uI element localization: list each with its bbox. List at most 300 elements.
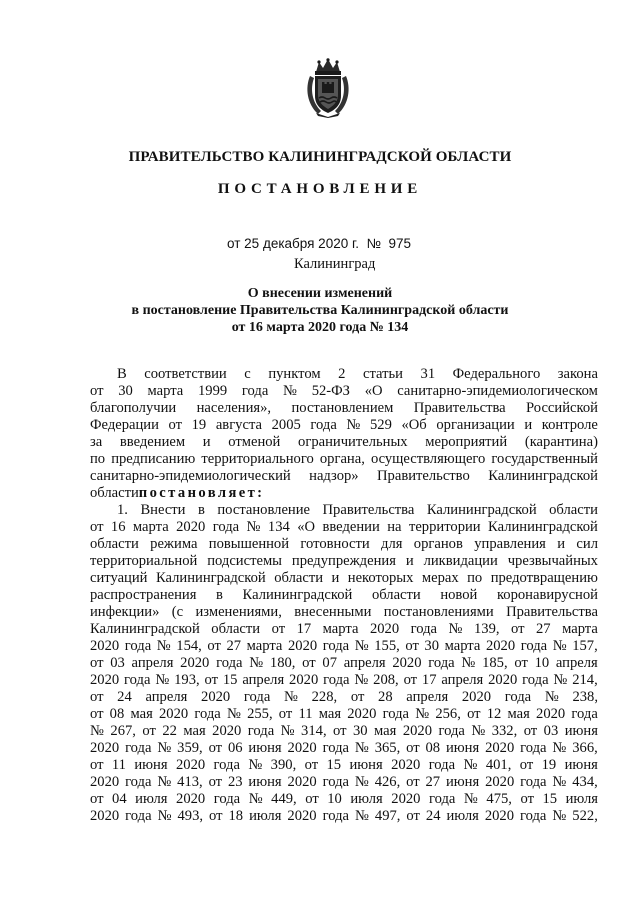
word: ликвидации <box>423 553 498 569</box>
word: июня <box>445 740 480 756</box>
word: территории <box>408 519 481 535</box>
word: 19 <box>541 757 557 773</box>
text-line <box>90 706 598 723</box>
word: 2020 <box>175 757 206 773</box>
word: для <box>381 536 403 552</box>
word: 413, <box>177 774 203 790</box>
word: Калининградской <box>155 570 266 586</box>
word: 16 <box>110 519 126 535</box>
word: 193, <box>174 672 200 688</box>
document-body <box>90 366 598 825</box>
word: апреля <box>145 689 188 705</box>
word: 390, <box>270 757 297 773</box>
word: 22 <box>162 723 177 739</box>
word: июня <box>445 774 480 790</box>
word: санитарно-эпидемиологическом <box>397 383 598 399</box>
word: готовности <box>300 536 370 552</box>
document-number: 975 <box>388 236 412 251</box>
word: мая <box>130 706 153 722</box>
word: года <box>125 774 152 790</box>
word: № <box>248 791 263 807</box>
word: от <box>207 638 221 654</box>
word: 154, <box>176 638 202 654</box>
word: 185, <box>482 655 508 671</box>
word: Правительство <box>377 468 470 484</box>
text-line <box>90 587 598 604</box>
word: от <box>208 774 223 790</box>
word: 493, <box>177 808 204 824</box>
word: от <box>406 774 420 790</box>
word: № <box>354 808 369 824</box>
word: июня <box>564 757 598 773</box>
word: № <box>246 519 261 535</box>
word: 238, <box>572 689 598 705</box>
word: года <box>520 774 547 790</box>
word: июля <box>135 791 168 807</box>
word: 2020 <box>347 706 377 722</box>
word: от <box>90 383 104 399</box>
word: июля <box>350 791 383 807</box>
word: от <box>405 638 419 654</box>
word: благополучии <box>90 400 177 416</box>
word: года <box>216 655 243 671</box>
word: 1999 <box>198 383 228 399</box>
word: 2020 <box>485 740 515 756</box>
word: 475, <box>486 791 512 807</box>
word: № <box>354 638 369 654</box>
text-line <box>90 570 598 587</box>
word: от <box>511 621 525 637</box>
word: Внести <box>140 502 186 518</box>
word: 134 <box>267 519 290 535</box>
word: 256, <box>435 706 461 722</box>
word: июня <box>248 774 282 790</box>
word: июня <box>248 740 282 756</box>
word: 18 <box>228 808 244 824</box>
word: мая <box>507 706 530 722</box>
word: № <box>461 655 476 671</box>
word: 31 <box>420 366 436 382</box>
word: населения», <box>196 400 272 416</box>
word: 27 <box>425 774 441 790</box>
number-sign: № <box>366 236 381 251</box>
word: апреля <box>131 655 174 671</box>
word: июня <box>134 757 168 773</box>
word: 10 <box>534 655 550 671</box>
word: от <box>90 519 104 535</box>
word: 2020 <box>158 706 189 722</box>
word: года <box>382 706 410 722</box>
word: коронавирусной <box>496 587 598 603</box>
word: года <box>428 757 456 773</box>
word: 155, <box>374 638 400 654</box>
word: июня <box>349 757 383 773</box>
text-line <box>90 689 598 706</box>
word: 434, <box>572 774 598 790</box>
word: года <box>247 723 275 739</box>
word: Правительства <box>506 604 598 620</box>
word: № <box>354 740 369 756</box>
word: режима <box>150 536 198 552</box>
word: № <box>283 383 297 399</box>
word: 255, <box>247 706 273 722</box>
word: 19 <box>191 417 207 433</box>
word: от <box>90 791 104 807</box>
word: марта <box>246 638 283 654</box>
word: № <box>552 740 567 756</box>
word: 2020 <box>90 740 120 756</box>
word: осуществляющего <box>370 451 486 467</box>
word: № <box>346 417 361 433</box>
word: № <box>471 723 486 739</box>
word: постановление <box>217 502 311 518</box>
word: № <box>283 689 298 705</box>
word: области <box>90 485 139 501</box>
word: 2005 <box>271 417 301 433</box>
text-line <box>90 502 598 519</box>
word: надзор» <box>309 468 359 484</box>
word: марта <box>562 621 598 637</box>
word: на <box>387 519 402 535</box>
word: территориального <box>201 451 314 467</box>
word: 2020 <box>461 689 492 705</box>
word: Калининградской <box>242 587 353 603</box>
word: от <box>90 757 104 773</box>
word: области <box>274 570 324 586</box>
word: 2020 <box>287 774 317 790</box>
word: 332, <box>491 723 518 739</box>
word: № <box>155 672 170 688</box>
text-line <box>90 451 598 468</box>
word: 522, <box>572 808 598 824</box>
word: (с <box>171 604 184 620</box>
word: от <box>90 706 104 722</box>
word: 529 <box>369 417 392 433</box>
word: пунктом <box>268 366 321 382</box>
word: 267, <box>110 723 136 739</box>
word: и <box>202 434 211 450</box>
word: года <box>125 808 152 824</box>
word: 15 <box>222 672 238 688</box>
word: № <box>354 774 369 790</box>
word: 2020 <box>485 638 516 654</box>
word: от <box>204 672 218 688</box>
word: 30 <box>424 638 440 654</box>
word: постановлениями <box>383 604 494 620</box>
text-line <box>90 400 598 417</box>
word: (карантина) <box>524 434 598 450</box>
word: чрезвычайных <box>507 553 598 569</box>
word: от <box>520 791 534 807</box>
word: постановлением <box>291 400 394 416</box>
word: и <box>331 570 340 586</box>
word: 03 <box>110 655 125 671</box>
word: 2020 <box>176 791 206 807</box>
word: № <box>415 706 430 722</box>
word: от <box>302 655 316 671</box>
word: повышенной <box>208 536 290 552</box>
word: предписанию <box>111 451 196 467</box>
word: от <box>304 757 319 773</box>
word: марта <box>147 383 184 399</box>
word: № <box>280 723 295 739</box>
word: области <box>90 536 139 552</box>
word: 449, <box>271 791 297 807</box>
subject-line: в постановление Правительства Калининградской области <box>131 303 509 318</box>
word: некоторых <box>347 570 414 586</box>
word: 12 <box>486 706 502 722</box>
word: 2020 <box>391 791 421 807</box>
word: по <box>90 451 106 467</box>
text-line <box>90 434 598 451</box>
word: от <box>278 706 293 722</box>
word: соответствии <box>144 366 227 382</box>
word: 2020 <box>90 774 120 790</box>
word: № <box>463 791 478 807</box>
word: года <box>194 706 221 722</box>
word: года <box>310 417 337 433</box>
word: апреля <box>441 672 484 688</box>
word: государственный <box>491 451 598 467</box>
word: года <box>438 723 465 739</box>
word: года <box>410 621 438 637</box>
text-line <box>90 604 598 621</box>
word: управления <box>474 536 546 552</box>
word: апреля <box>406 689 449 705</box>
word: с <box>244 366 251 382</box>
word: 2020 <box>287 740 317 756</box>
word: 208, <box>373 672 399 688</box>
word: Правительства <box>322 502 415 518</box>
word: июля <box>565 791 598 807</box>
word: 2 <box>338 366 346 382</box>
text-line <box>90 468 598 485</box>
word: Федерального <box>452 366 541 382</box>
word: В <box>117 366 127 382</box>
word: № <box>90 723 104 739</box>
word: органа, <box>319 451 365 467</box>
word: Российской <box>526 400 598 416</box>
word: от <box>90 655 104 671</box>
word: от <box>90 689 104 705</box>
date-prefix: от <box>227 236 241 251</box>
word: 2020 <box>369 621 400 637</box>
word: 2020 <box>287 808 317 824</box>
word: июля <box>446 808 479 824</box>
word: 2020 <box>90 638 120 654</box>
word: от <box>271 621 286 637</box>
text-line <box>90 519 598 536</box>
word: 365, <box>374 740 401 756</box>
word: 27 <box>536 621 551 637</box>
word: года <box>520 638 548 654</box>
word: 24 <box>425 808 441 824</box>
word: 2020 <box>402 723 432 739</box>
text-line <box>90 774 598 791</box>
word: от <box>403 672 418 688</box>
word: № <box>157 740 172 756</box>
word: апреля <box>555 655 598 671</box>
word: 1. <box>117 502 128 518</box>
word: № <box>249 655 264 671</box>
word: закона <box>557 366 598 382</box>
text-line <box>90 366 598 383</box>
word: введении <box>322 519 380 535</box>
word: июня <box>564 723 598 739</box>
word: Калининградской <box>488 468 598 484</box>
coat-of-arms-icon <box>304 58 352 118</box>
subject-line: О внесении изменений <box>247 286 393 301</box>
word: подсистемы <box>207 553 282 569</box>
word: «О <box>297 519 316 535</box>
word: за <box>90 434 103 450</box>
word: органов <box>413 536 463 552</box>
word: года <box>571 706 598 722</box>
word: 401, <box>485 757 512 773</box>
word: 214, <box>572 672 598 688</box>
document-subject <box>0 285 640 336</box>
government-title: ПРАВИТЕЛЬСТВО КАЛИНИНГРАДСКОЙ ОБЛАСТИ <box>128 149 512 165</box>
document-type: ПОСТАНОВЛЕНИЕ <box>217 181 423 197</box>
text-line <box>90 655 598 672</box>
word: Федерации <box>90 417 159 433</box>
word: Калининградской <box>488 519 598 535</box>
word: территориальной <box>90 553 198 569</box>
word: и <box>405 553 414 569</box>
word: 426, <box>374 774 401 790</box>
word: области <box>549 502 598 518</box>
document-date: 25 декабря 2020 г. <box>244 236 359 251</box>
word: № <box>157 774 172 790</box>
text-line <box>90 723 598 740</box>
word: 2020 <box>176 519 206 535</box>
word: № <box>553 672 568 688</box>
word: года <box>428 655 455 671</box>
item-1-paragraph <box>90 502 598 825</box>
decrees-word: постановляет: <box>138 485 265 501</box>
word: 2020 <box>90 808 120 824</box>
word: статьи <box>362 366 403 382</box>
word: от <box>333 723 347 739</box>
word: 2020 <box>180 655 210 671</box>
word: 366, <box>572 740 598 756</box>
word: 139, <box>473 621 500 637</box>
word: в <box>197 502 205 518</box>
text-line <box>90 791 598 808</box>
text-line <box>90 553 598 570</box>
word: 28 <box>378 689 393 705</box>
word: от <box>208 740 223 756</box>
word: № <box>544 689 559 705</box>
word: 24 <box>117 689 132 705</box>
word: от <box>519 757 534 773</box>
word: от <box>406 740 420 756</box>
word: июля <box>249 808 282 824</box>
word: № <box>156 638 171 654</box>
word: марта <box>322 621 359 637</box>
word: года <box>322 638 350 654</box>
word: от <box>523 723 538 739</box>
word: 17 <box>296 621 312 637</box>
text-line <box>90 383 598 400</box>
word: ситуаций <box>90 570 148 586</box>
word: 08 <box>425 740 441 756</box>
subject-line: от 16 марта 2020 года № 134 <box>231 320 409 335</box>
word: от <box>467 706 481 722</box>
word: «Об <box>401 417 427 433</box>
word: 2020 <box>485 774 515 790</box>
word: мерах <box>421 570 459 586</box>
word: от <box>514 655 528 671</box>
word: предотвращению <box>490 570 598 586</box>
word: № <box>354 672 369 688</box>
word: № <box>552 638 567 654</box>
word: от <box>350 689 365 705</box>
word: изменениями, <box>195 604 282 620</box>
word: марта <box>132 519 169 535</box>
word: 497, <box>374 808 401 824</box>
word: мероприятий <box>425 434 508 450</box>
word: от <box>168 417 183 433</box>
date-number-line <box>227 236 411 251</box>
word: 08 <box>109 706 125 722</box>
word: 157, <box>572 638 598 654</box>
word: 10 <box>327 791 342 807</box>
word: № <box>448 621 463 637</box>
word: № <box>248 757 263 773</box>
word: 359, <box>177 740 203 756</box>
word: «О <box>364 383 383 399</box>
word: новой <box>440 587 478 603</box>
word: области <box>211 621 261 637</box>
word: 15 <box>542 791 558 807</box>
word: года <box>428 791 456 807</box>
word: организации <box>436 417 515 433</box>
word: № <box>463 757 478 773</box>
word: мая <box>183 723 206 739</box>
word: 180, <box>269 655 296 671</box>
text-line <box>90 808 598 825</box>
word: года <box>504 689 532 705</box>
text-line <box>90 536 598 553</box>
word: по <box>467 570 483 586</box>
word: года <box>243 689 271 705</box>
word: инфекции» <box>90 604 160 620</box>
word: марта <box>444 638 481 654</box>
word: 23 <box>227 774 243 790</box>
word: 04 <box>112 791 127 807</box>
word: года <box>213 791 241 807</box>
word: от <box>142 723 156 739</box>
text-line <box>90 485 598 502</box>
word: области <box>371 587 421 603</box>
text-line <box>90 417 598 434</box>
word: Калининградской <box>426 502 537 518</box>
text-line <box>90 757 598 774</box>
word: от <box>209 808 223 824</box>
word: 2020 <box>391 757 421 773</box>
word: августа <box>215 417 262 433</box>
word: предупреждения <box>291 553 396 569</box>
word: отменой <box>228 434 281 450</box>
word: года <box>125 740 152 756</box>
preamble-paragraph <box>90 366 598 485</box>
word: года <box>124 672 151 688</box>
word: года <box>213 757 240 773</box>
word: ограничительных <box>298 434 408 450</box>
word: года <box>212 519 240 535</box>
word: № <box>552 774 567 790</box>
